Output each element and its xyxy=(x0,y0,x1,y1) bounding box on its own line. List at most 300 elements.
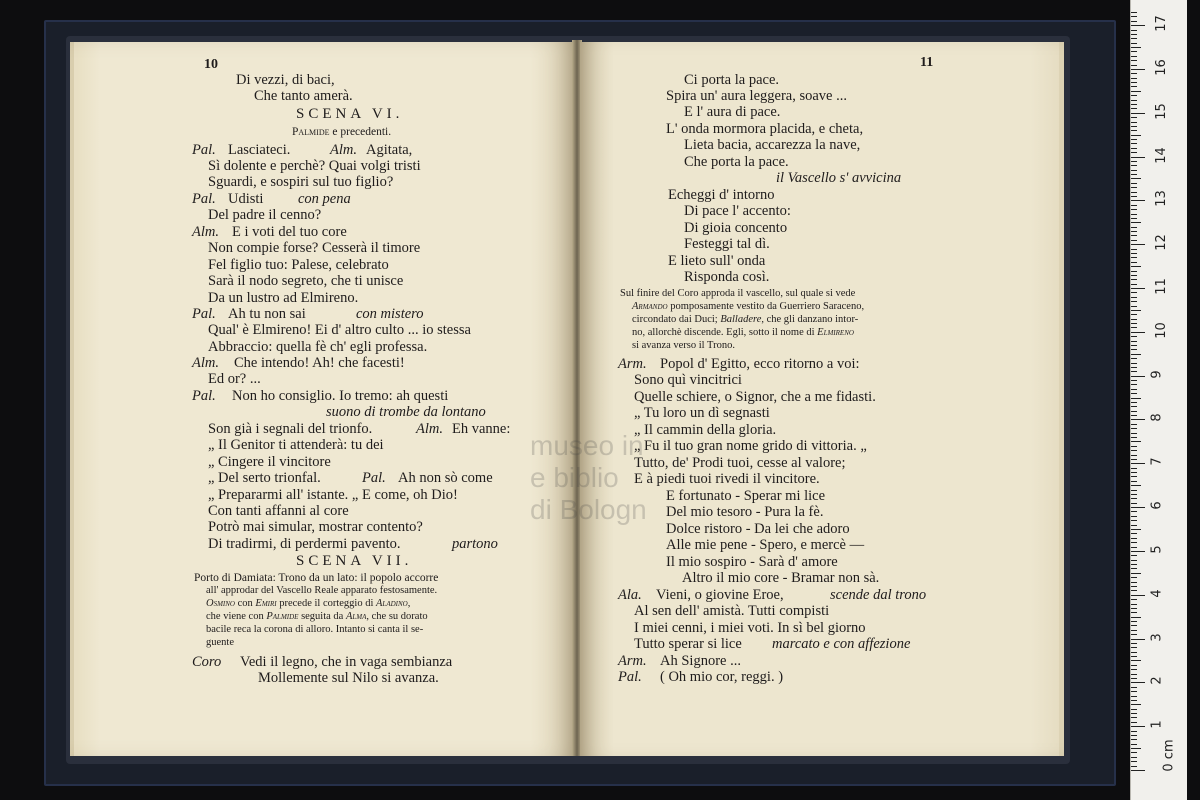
ruler-tick xyxy=(1131,529,1141,530)
ruler-tick xyxy=(1131,139,1137,140)
text-line: Abbraccio: quella fè ch' egli professa. xyxy=(208,339,428,355)
ruler-tick xyxy=(1131,284,1137,285)
speaker-label: Pal. xyxy=(362,470,386,486)
ruler-tick xyxy=(1131,555,1137,556)
ruler-tick xyxy=(1131,327,1137,328)
ruler-tick xyxy=(1131,218,1137,219)
stage-direction: con mistero xyxy=(356,306,424,322)
ruler-tick xyxy=(1131,332,1145,333)
ruler-number: 17 xyxy=(1153,15,1169,32)
character-name: Emiri xyxy=(255,598,277,609)
ruler-tick xyxy=(1131,297,1137,298)
ruler-tick xyxy=(1131,349,1137,350)
ruler-tick xyxy=(1131,647,1137,648)
text-line: Potrò mai simular, mostrar contento? xyxy=(208,519,423,535)
text-line: Con tanti affanni al core xyxy=(208,503,349,519)
ruler-tick xyxy=(1131,192,1137,193)
ruler-number: 16 xyxy=(1153,59,1169,76)
text-line: Spira un' aura leggera, soave ... xyxy=(666,88,847,104)
text-line: Quelle schiere, o Signor, che a me fidasti. xyxy=(634,389,876,405)
scene-heading: SCENA VI. xyxy=(296,106,404,122)
ruler-tick xyxy=(1131,314,1137,315)
stage-direction-text: si avanza verso il Trono. xyxy=(632,340,735,351)
text-line: E l' aura di pace. xyxy=(684,104,781,120)
ruler-tick xyxy=(1131,761,1137,762)
text-line: Risponda così. xyxy=(684,269,770,285)
stage-direction-text: con xyxy=(237,598,253,609)
ruler-tick xyxy=(1131,95,1137,96)
stage-direction-text: all' approdar del Vascello Reale apparato festosamente. xyxy=(206,585,438,596)
ruler-tick xyxy=(1131,511,1137,512)
text-line: „ Fu il tuo gran nome grido di vittoria. „ xyxy=(634,438,867,454)
text-line: Festeggi tal dì. xyxy=(684,236,770,252)
text-line: Lasciateci. xyxy=(228,142,291,158)
page-number-right: 11 xyxy=(920,55,934,70)
ruler-tick xyxy=(1131,437,1137,438)
ruler-tick xyxy=(1131,78,1137,79)
ruler-tick xyxy=(1131,752,1137,753)
stage-direction-text: che viene con xyxy=(206,611,264,622)
ruler-tick xyxy=(1131,577,1137,578)
ruler-tick xyxy=(1131,38,1137,39)
watermark-text: di Bologn xyxy=(530,494,647,525)
text-line: Il mio sospiro - Sarà d' amore xyxy=(666,554,838,570)
ruler-tick xyxy=(1131,599,1137,600)
ruler-tick xyxy=(1131,766,1137,767)
text-line: Non ho consiglio. Io tremo: ah questi xyxy=(232,388,449,404)
text-line: Vieni, o giovine Eroe, xyxy=(656,587,784,603)
ruler-tick xyxy=(1131,665,1137,666)
stage-direction: Osmino con Emiri precede il corteggio di Aladino, xyxy=(206,598,411,609)
text-line: „ Il cammin della gloria. xyxy=(634,422,777,438)
speaker-label: Alm. xyxy=(192,224,219,240)
ruler-tick xyxy=(1131,507,1145,508)
ruler-tick xyxy=(1131,25,1145,26)
ruler-tick xyxy=(1131,244,1145,245)
character-name: Elmireno xyxy=(817,327,854,338)
ruler-tick xyxy=(1131,354,1141,355)
ruler-tick xyxy=(1131,117,1137,118)
ruler-tick xyxy=(1131,60,1137,61)
ruler-tick xyxy=(1131,424,1137,425)
ruler-tick xyxy=(1131,643,1137,644)
ruler-number: 6 xyxy=(1149,501,1165,510)
ruler-tick xyxy=(1131,227,1137,228)
ruler-tick xyxy=(1131,104,1137,105)
ruler-tick xyxy=(1131,135,1141,136)
ruler-tick xyxy=(1131,757,1137,758)
text-line: Qual' è Elmireno! Ei d' altro culto ... io stessa xyxy=(208,322,471,338)
ruler-tick xyxy=(1131,542,1137,543)
ruler-tick xyxy=(1131,739,1137,740)
ruler-tick xyxy=(1131,148,1137,149)
ruler-tick xyxy=(1131,428,1137,429)
ruler-tick xyxy=(1131,130,1137,131)
ruler-tick xyxy=(1131,34,1137,35)
text-line: Mollemente sul Nilo si avanza. xyxy=(258,670,439,686)
ruler-tick xyxy=(1131,468,1137,469)
ruler-number: 11 xyxy=(1153,278,1169,295)
text-line: „ Il Genitor ti attenderà: tu dei xyxy=(208,437,384,453)
text-line: Ah Signore ... xyxy=(660,653,741,669)
ruler-tick xyxy=(1131,481,1137,482)
text-line: Ah tu non sai xyxy=(228,306,306,322)
ruler-tick xyxy=(1131,612,1137,613)
ruler-tick xyxy=(1131,56,1137,57)
ruler-tick xyxy=(1131,520,1137,521)
ruler-tick xyxy=(1131,30,1137,31)
ruler-tick xyxy=(1131,604,1137,605)
ruler-tick xyxy=(1131,358,1137,359)
text-line: Da un lustro ad Elmireno. xyxy=(208,290,359,306)
text-line: Echeggi d' intorno xyxy=(668,187,775,203)
ruler-tick xyxy=(1131,630,1137,631)
text-line: Sguardi, e sospiri sul tuo figlio? xyxy=(208,174,394,190)
ruler-tick xyxy=(1131,323,1137,324)
ruler-number: 9 xyxy=(1149,370,1165,379)
ruler-tick xyxy=(1131,568,1137,569)
ruler-tick xyxy=(1131,240,1137,241)
speaker-label: Pal. xyxy=(618,669,642,685)
ruler-tick xyxy=(1131,748,1141,749)
watermark-text: museo in xyxy=(530,430,644,461)
text-line: I miei cenni, i miei voti. In sì bel giorno xyxy=(634,620,866,636)
ruler-tick xyxy=(1131,406,1137,407)
ruler-tick xyxy=(1131,621,1137,622)
speaker-label: Pal. xyxy=(192,142,216,158)
ruler-tick xyxy=(1131,122,1137,123)
ruler-tick xyxy=(1131,652,1137,653)
ruler-tick xyxy=(1131,51,1137,52)
ruler-tick xyxy=(1131,336,1137,337)
text-line: Sì dolente e perchè? Quai volgi tristi xyxy=(208,158,421,174)
ruler-tick xyxy=(1131,275,1137,276)
text-line: E à piedi tuoi rivedi il vincitore. xyxy=(634,471,820,487)
ruler-tick xyxy=(1131,450,1137,451)
text-line: „ Tu loro un dì segnasti xyxy=(634,405,770,421)
ruler-tick xyxy=(1131,717,1137,718)
ruler-tick xyxy=(1131,608,1137,609)
ruler-tick xyxy=(1131,704,1141,705)
speaker-label: Alm. xyxy=(330,142,357,158)
text-line: Di tradirmi, di perdermi pavento. xyxy=(208,536,401,552)
text-line: „ Prepararmi all' istante. „ E come, oh Dio! xyxy=(208,487,458,503)
text-line: Ed or? ... xyxy=(208,371,261,387)
character-name: Armando xyxy=(632,301,668,312)
ruler-tick xyxy=(1131,196,1137,197)
text-line: Non compie forse? Cesserà il timore xyxy=(208,240,421,256)
ruler-tick xyxy=(1131,341,1137,342)
ruler-tick xyxy=(1131,249,1137,250)
ruler-tick xyxy=(1131,595,1145,596)
ruler-tick xyxy=(1131,165,1137,166)
ruler-tick xyxy=(1131,389,1137,390)
character-name: Palmide xyxy=(266,611,299,622)
ruler-tick xyxy=(1131,476,1137,477)
ruler-tick xyxy=(1131,170,1137,171)
ruler-tick xyxy=(1131,143,1137,144)
speaker-label: Coro xyxy=(192,654,222,670)
ruler-tick xyxy=(1131,398,1141,399)
text-line: Fel figlio tuo: Palese, celebrato xyxy=(208,257,389,273)
stage-direction-text: Sul finire del Coro approda il vascello, sul quale si vede xyxy=(620,288,856,299)
ruler-tick xyxy=(1131,69,1145,70)
text-line: Al sen dell' amistà. Tutti compisti xyxy=(634,603,830,619)
ruler-tick xyxy=(1131,310,1141,311)
ruler-tick xyxy=(1131,726,1145,727)
ruler-tick xyxy=(1131,560,1137,561)
text-line: Del mio tesoro - Pura la fè. xyxy=(666,504,824,520)
ruler-tick xyxy=(1131,639,1145,640)
stage-direction-text: che gli danzano intor- xyxy=(766,314,859,325)
ruler-tick xyxy=(1131,393,1137,394)
ruler-tick xyxy=(1131,262,1137,263)
text-line: E lieto sull' onda xyxy=(668,253,766,269)
ruler-tick xyxy=(1131,538,1137,539)
ruler-tick xyxy=(1131,634,1137,635)
speaker-label: Arm. xyxy=(618,356,647,372)
ruler-tick xyxy=(1131,174,1137,175)
stage-direction: il Vascello s' avvicina xyxy=(776,170,902,186)
ruler-tick xyxy=(1131,73,1137,74)
ruler-tick xyxy=(1131,126,1137,127)
ruler-number: 1 xyxy=(1149,720,1165,729)
ruler-tick xyxy=(1131,113,1145,114)
text-line: Popol d' Egitto, ecco ritorno a voi: xyxy=(660,356,860,372)
text-line: Altro il mio core - Bramar non sà. xyxy=(682,570,880,586)
ruler-tick xyxy=(1131,441,1141,442)
ruler-tick xyxy=(1131,503,1137,504)
ruler-tick xyxy=(1131,770,1145,771)
ruler-number: 2 xyxy=(1149,676,1165,685)
stage-direction-text: precede il corteggio di xyxy=(279,598,374,609)
stage-direction-text: seguita da xyxy=(301,611,344,622)
ruler-tick xyxy=(1131,319,1137,320)
ruler-tick xyxy=(1131,345,1137,346)
speaker-label: Alm. xyxy=(192,355,219,371)
text-line: Ah non sò come xyxy=(398,470,493,486)
stage-direction-text: Porto di Damiata: Trono da un lato: il popolo accorre xyxy=(194,572,439,584)
ruler-tick xyxy=(1131,669,1137,670)
character-name: Osmino xyxy=(206,598,235,609)
page-number-left: 10 xyxy=(204,57,218,72)
stage-direction-text: e precedenti. xyxy=(332,126,392,138)
ruler-tick xyxy=(1131,660,1141,661)
ruler-tick xyxy=(1131,656,1137,657)
text-line: Sono quì vincitrici xyxy=(634,372,742,388)
speaker-label: Pal. xyxy=(192,191,216,207)
ruler-tick xyxy=(1131,200,1145,201)
ruler-number: 13 xyxy=(1153,190,1169,208)
text-line: „ Cingere il vincitore xyxy=(208,454,331,470)
ruler-tick xyxy=(1131,590,1137,591)
ruler-number: 12 xyxy=(1153,234,1169,251)
ruler-tick xyxy=(1131,419,1145,420)
text-line: Udisti xyxy=(228,191,264,207)
ruler-tick xyxy=(1131,100,1137,101)
scene-heading: SCENA VII. xyxy=(296,553,413,569)
text-line: Son già i segnali del trionfo. xyxy=(208,421,373,437)
ruler-tick xyxy=(1131,43,1137,44)
ruler-number: 7 xyxy=(1149,457,1165,466)
ruler-tick xyxy=(1131,363,1137,364)
ruler-tick xyxy=(1131,380,1137,381)
ruler-tick xyxy=(1131,731,1137,732)
ruler-number: 5 xyxy=(1149,545,1165,554)
ruler-tick xyxy=(1131,86,1137,87)
speaker-label: Arm. xyxy=(618,653,647,669)
ruler-tick xyxy=(1131,472,1137,473)
text-line: Tutto, de' Prodi tuoi, cesse al valore; xyxy=(634,455,846,471)
stage-direction-text: che su dorato xyxy=(371,611,428,622)
stage-direction-text: guente xyxy=(206,637,234,648)
ruler-tick xyxy=(1131,682,1145,683)
ruler-tick xyxy=(1131,214,1137,215)
stage-direction xyxy=(632,327,854,339)
ruler-tick xyxy=(1131,235,1137,236)
ruler-tick xyxy=(1131,744,1137,745)
ruler-tick xyxy=(1131,687,1137,688)
ruler-tick xyxy=(1131,16,1137,17)
ruler-tick xyxy=(1131,674,1137,675)
ruler-tick xyxy=(1131,288,1145,289)
ruler-tick xyxy=(1131,183,1137,184)
ruler-tick xyxy=(1131,700,1137,701)
stage-direction: scende dal trono xyxy=(830,587,927,603)
ruler-tick xyxy=(1131,433,1137,434)
speaker-label: Ala. xyxy=(618,587,642,603)
text-line: Del padre il cenno? xyxy=(208,207,322,223)
ruler-tick xyxy=(1131,157,1145,158)
text-line: E i voti del tuo core xyxy=(232,224,347,240)
ruler-tick xyxy=(1131,384,1137,385)
character-name: Aladino xyxy=(376,598,408,609)
ruler-tick xyxy=(1131,231,1137,232)
stage-direction-text: bacile reca la corona di alloro. Intanto si canta il se- xyxy=(206,624,424,635)
ruler-tick xyxy=(1131,678,1137,679)
watermark-text: e biblio xyxy=(530,462,619,493)
ruler-tick xyxy=(1131,91,1141,92)
ruler-tick xyxy=(1131,551,1145,552)
ruler-tick xyxy=(1131,525,1137,526)
text-line: Tutto sperar si lice xyxy=(634,636,742,652)
text-line: Agitata, xyxy=(366,142,413,158)
ruler-tick xyxy=(1131,178,1141,179)
ruler-tick xyxy=(1131,564,1137,565)
ruler-tick xyxy=(1131,82,1137,83)
ruler-tick xyxy=(1131,411,1137,412)
text-line: Eh vanne: xyxy=(452,421,511,437)
ruler-tick xyxy=(1131,209,1137,210)
ruler-tick xyxy=(1131,253,1137,254)
ruler-number: 10 xyxy=(1153,322,1169,339)
ruler-tick xyxy=(1131,735,1137,736)
text-line: Di gioia concento xyxy=(684,220,788,236)
text-line: Alle mie pene - Spero, e mercè — xyxy=(666,537,865,553)
text-line: Che intendo! Ah! che facesti! xyxy=(234,355,405,371)
measurement-ruler xyxy=(1130,0,1187,800)
ruler-tick xyxy=(1131,446,1137,447)
text-line: Sarà il nodo segreto, che ti unisce xyxy=(208,273,404,289)
ruler-tick xyxy=(1131,617,1141,618)
ruler-tick xyxy=(1131,266,1141,267)
ruler-tick xyxy=(1131,108,1137,109)
ruler-tick xyxy=(1131,722,1137,723)
speaker-label: Pal. xyxy=(192,306,216,322)
character-name: Balladere xyxy=(720,314,762,325)
ruler-tick xyxy=(1131,463,1145,464)
ruler-tick xyxy=(1131,516,1137,517)
text-line: Dolce ristoro - Da lei che adoro xyxy=(666,521,850,537)
stage-direction: marcato e con affezione xyxy=(772,636,911,652)
ruler-tick xyxy=(1131,573,1141,574)
ruler-number: 0 cm xyxy=(1161,739,1177,772)
stage-direction: con pena xyxy=(298,191,351,207)
ruler-tick xyxy=(1131,696,1137,697)
speaker-label: Alm. xyxy=(416,421,443,437)
ruler-tick xyxy=(1131,301,1137,302)
ruler-tick xyxy=(1131,498,1137,499)
ruler-tick xyxy=(1131,582,1137,583)
ruler-tick xyxy=(1131,306,1137,307)
stage-direction xyxy=(292,126,391,139)
text-line: E fortunato - Sperar mi lice xyxy=(666,488,826,504)
ruler-tick xyxy=(1131,65,1137,66)
ruler-tick xyxy=(1131,709,1137,710)
ruler-tick xyxy=(1131,625,1137,626)
ruler-tick xyxy=(1131,691,1137,692)
character-name: Alma xyxy=(345,611,367,622)
stage-direction-text: circondato dai Duci; xyxy=(632,314,718,325)
ruler-tick xyxy=(1131,161,1137,162)
ruler-tick xyxy=(1131,205,1137,206)
text-line: „ Del serto trionfal. xyxy=(208,470,321,486)
text-line: Che porta la pace. xyxy=(684,154,789,170)
ruler-number: 3 xyxy=(1149,632,1165,642)
stage-direction: partono xyxy=(452,536,498,552)
stage-direction xyxy=(632,301,864,313)
text-line: Di vezzi, di baci, xyxy=(236,72,335,88)
ruler-tick xyxy=(1131,21,1137,22)
ruler-tick xyxy=(1131,367,1137,368)
text-line: ( Oh mio cor, reggi. ) xyxy=(660,669,784,685)
ruler-tick xyxy=(1131,459,1137,460)
ruler-tick xyxy=(1131,533,1137,534)
text-line: Ci porta la pace. xyxy=(684,72,780,88)
character-name: Palmide xyxy=(292,126,330,138)
ruler-tick xyxy=(1131,485,1141,486)
speaker-label: Pal. xyxy=(192,388,216,404)
ruler-tick xyxy=(1131,152,1137,153)
ruler-tick xyxy=(1131,47,1141,48)
stage-direction-text: pomposamente vestito da Guerriero Saraceno, xyxy=(670,301,865,312)
text-line: Lieta bacia, accarezza la nave, xyxy=(684,137,861,153)
ruler-tick xyxy=(1131,222,1141,223)
text-line: Che tanto amerà. xyxy=(254,88,353,104)
ruler-tick xyxy=(1131,12,1137,13)
stage-direction: che viene con Palmide seguita da Alma, che su dorato xyxy=(206,611,428,622)
ruler-tick xyxy=(1131,547,1137,548)
stage-direction: circondato dai Duci; Balladere, che gli danzano intor- xyxy=(632,314,859,325)
ruler-tick xyxy=(1131,257,1137,258)
ruler-tick xyxy=(1131,292,1137,293)
ruler-tick xyxy=(1131,455,1137,456)
ruler-tick xyxy=(1131,415,1137,416)
ruler-number: 15 xyxy=(1153,102,1169,120)
text-line: L' onda mormora placida, e cheta, xyxy=(666,121,864,137)
ruler-tick xyxy=(1131,187,1137,188)
ruler-tick xyxy=(1131,713,1137,714)
